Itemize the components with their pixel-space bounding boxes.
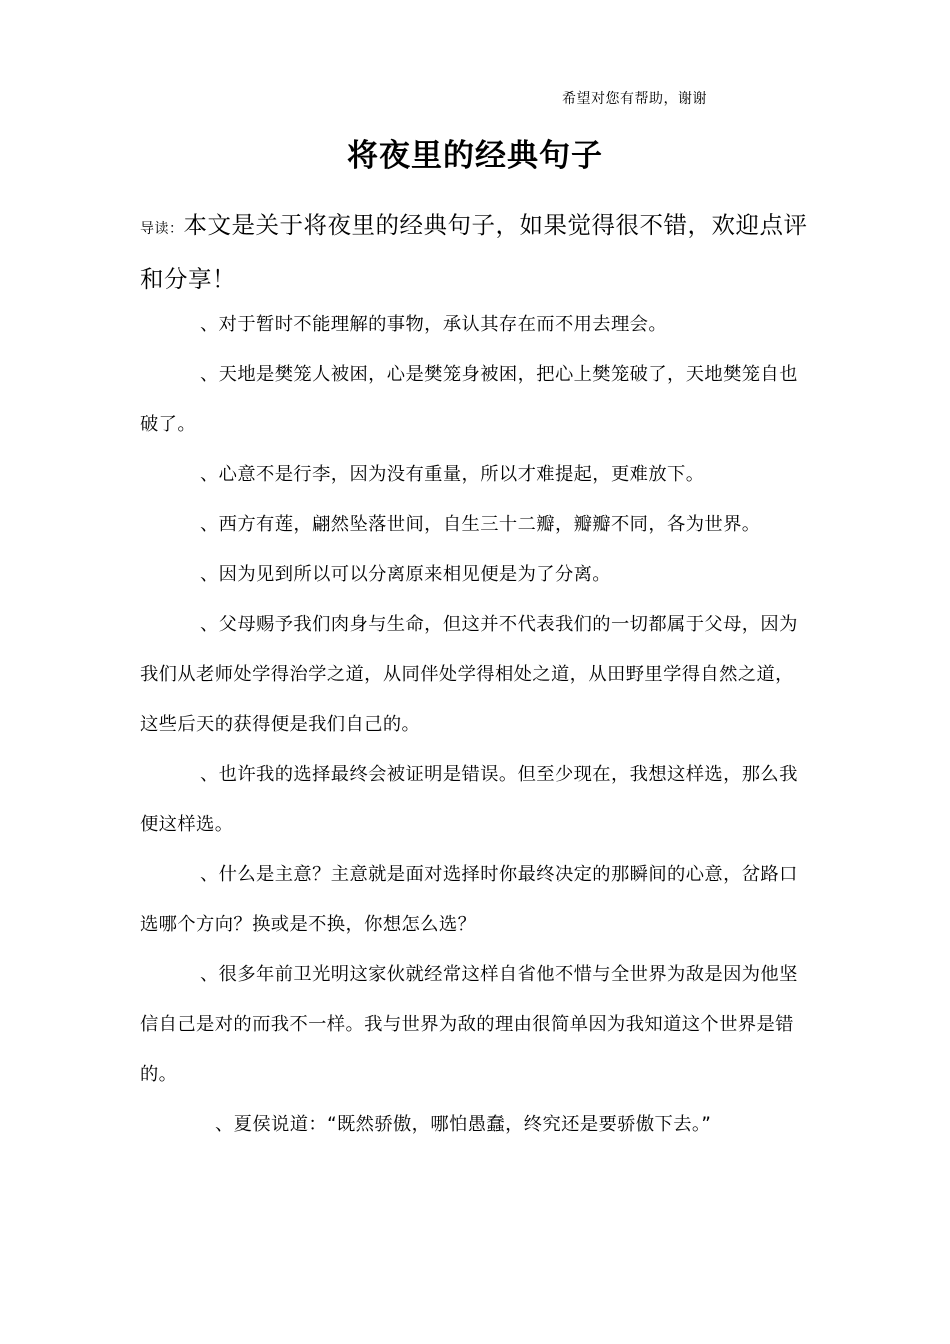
quote-paragraph: 、西方有莲，翩然坠落世间，自生三十二瓣，瓣瓣不同，各为世界。 [200,514,761,535]
quote-paragraph: 、什么是主意？主意就是面对选择时你最终决定的那瞬间的心意，岔路口选哪个方向？换或是不换，你想怎么选？ [140,864,798,935]
quote-paragraph: 、天地是樊笼人被困，心是樊笼身被困，把心上樊笼破了，天地樊笼自也破了。 [140,364,798,435]
quote-list [140,300,812,1150]
quote-paragraph: 、对于暂时不能理解的事物，承认其存在而不用去理会。 [200,314,668,335]
page-title: 将夜里的经典句子 [347,138,603,174]
quote-paragraph: 、也许我的选择最终会被证明是错误。但至少现在，我想这样选，那么我便这样选。 [140,764,798,835]
intro-text: 本文是关于将夜里的经典句子，如果觉得很不错，欢迎点评和分享！ [140,211,808,293]
intro-lead: 导读： [140,221,184,237]
quote-paragraph: 、夏侯说道：“既然骄傲，哪怕愚蠢，终究还是要骄傲下去。” [215,1114,712,1135]
intro-paragraph [140,200,820,304]
quote-paragraph: 、父母赐予我们肉身与生命，但这并不代表我们的一切都属于父母，因为我们从老师处学得治学之道，从同伴处学得相处之道，从田野里学得自然之道，这些后天的获得便是我们自己的。 [140,614,798,735]
quote-paragraph: 、因为见到所以可以分离原来相见便是为了分离。 [200,564,611,585]
header-note: 希望对您有帮助，谢谢 [562,91,707,107]
quote-paragraph: 、心意不是行李，因为没有重量，所以才难提起，更难放下。 [200,464,705,485]
quote-paragraph: 、很多年前卫光明这家伙就经常这样自省他不惜与全世界为敌是因为他坚信自己是对的而我不一样。我与世界为敌的理由很简单因为我知道这个世界是错的。 [140,964,798,1085]
